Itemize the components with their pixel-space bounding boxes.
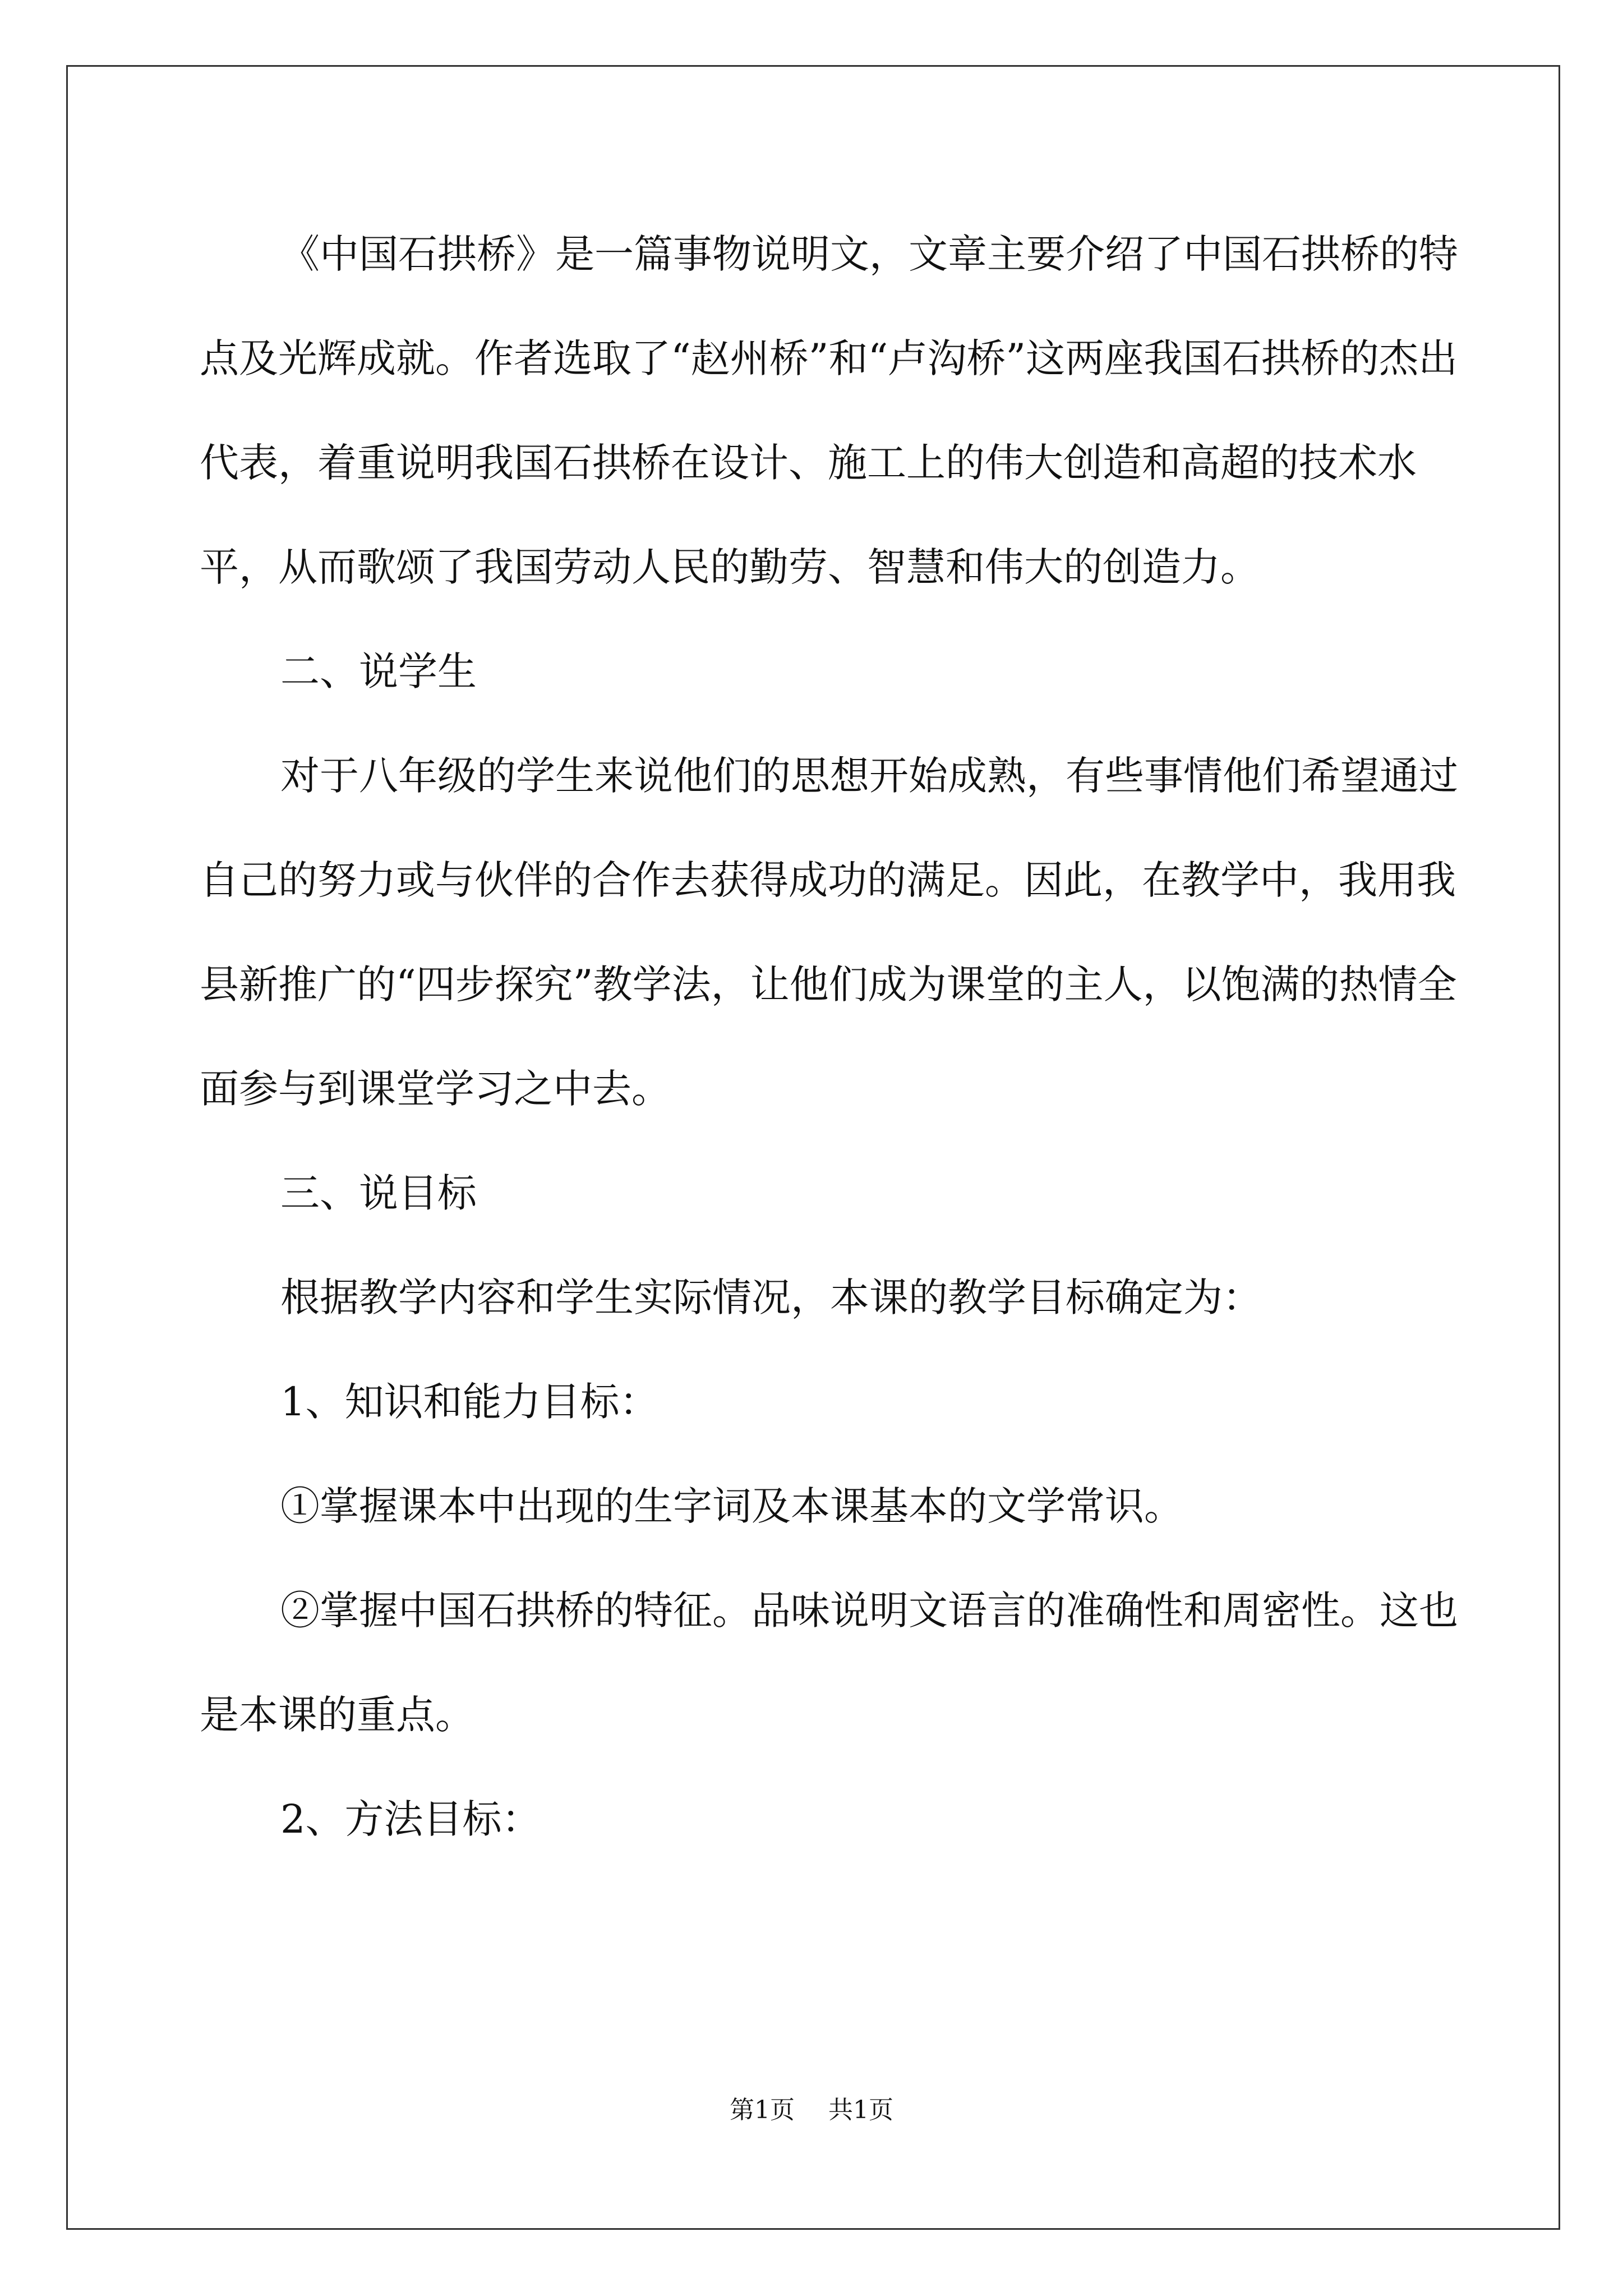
goal-heading-knowledge: 1、知识和能力目标：	[280, 1379, 659, 1425]
goal-item-1: ①掌握课本中出现的生字词及本课基本的文学常识。	[280, 1483, 1183, 1529]
section-heading-goals: 三、说目标	[280, 1170, 477, 1216]
goal-heading-method: 2、方法目标：	[280, 1796, 541, 1842]
goal-item-2: ②掌握中国石拱桥的特征。品味说明文语言的准确性和周密性。这也是本课的重点。	[200, 1588, 1458, 1738]
paragraph-students: 对于八年级的学生来说他们的思想开始成熟，有些事情他们希望通过自己的努力或与伙伴的合作去获得成功的满足。因此，在教学中，我用我县新推广的“四步探究”教学法，让他们成为课堂的主人，以饱满的热情全面参与到课堂学习之中去。	[200, 753, 1458, 1112]
page-footer	[0, 2090, 1623, 2125]
document-body	[200, 202, 1473, 1871]
section-heading-students: 二、说学生	[280, 648, 477, 694]
paragraph-intro: 《中国石拱桥》是一篇事物说明文，文章主要介绍了中国石拱桥的特点及光辉成就。作者选取了“赵州桥”和“卢沟桥”这两座我国石拱桥的杰出代表，着重说明我国石拱桥在设计、施工上的伟大创造和高超的技术水平，从而歌颂了我国劳动人民的勤劳、智慧和伟大的创造力。	[200, 231, 1458, 590]
paragraph-goals-intro: 根据教学内容和学生实际情况，本课的教学目标确定为：	[280, 1274, 1262, 1320]
page-number-current: 第1页	[730, 2096, 795, 2124]
page-number-total: 共1页	[828, 2096, 893, 2124]
